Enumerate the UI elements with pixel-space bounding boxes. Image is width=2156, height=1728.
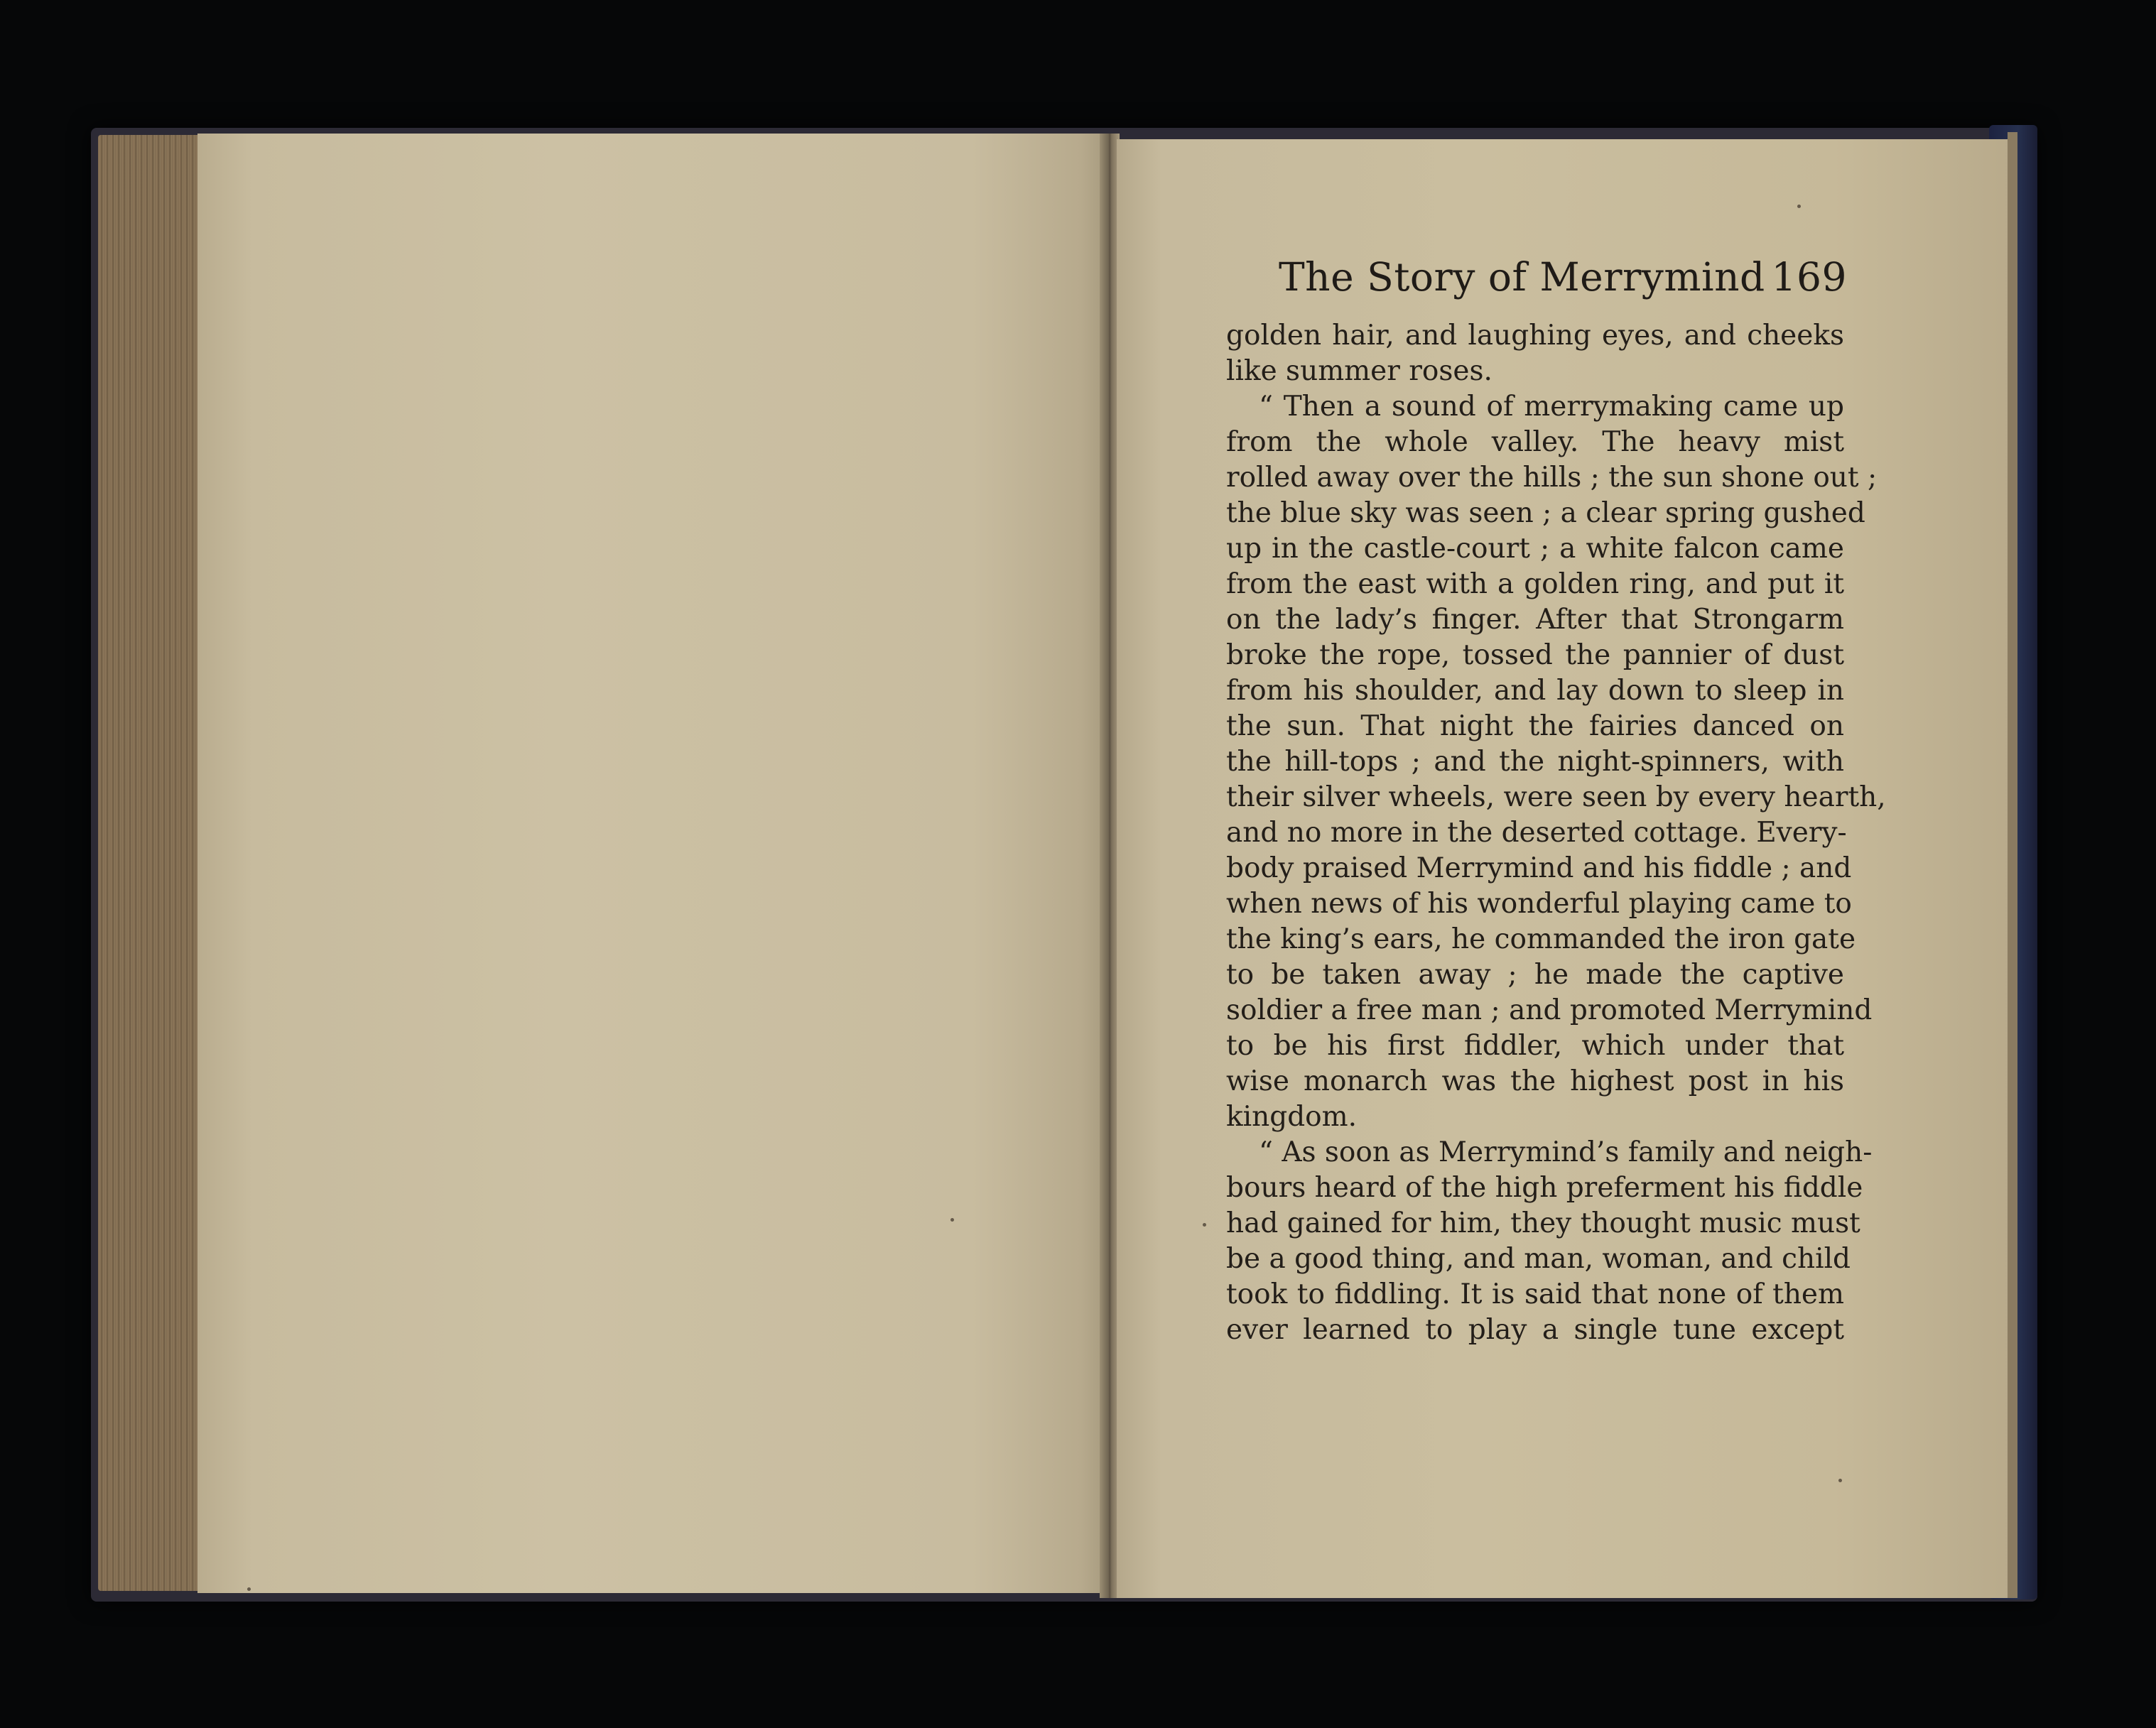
text-line: had gained for him, they thought music must <box>1226 1207 1860 1239</box>
text-line: and no more in the deserted cottage. Every- <box>1226 817 1847 849</box>
text-line: the sun. That night the fairies danced on <box>1226 710 1844 742</box>
text-line: the blue sky was seen ; a clear spring gushed <box>1226 497 1865 529</box>
text-line: rolled away over the hills ; the sun shone out ; <box>1226 462 1878 494</box>
left-page-blank <box>197 134 1108 1593</box>
text-line: the king’s ears, he commanded the iron gate <box>1226 923 1856 955</box>
paper-speck <box>1838 1479 1842 1482</box>
text-line: on the lady’s finger. After that Strongarm <box>1226 604 1844 636</box>
text-line: “ Then a sound of merrymaking came up <box>1259 391 1844 423</box>
body-text <box>1226 318 1886 1348</box>
text-line: when news of his wonderful playing came to <box>1226 888 1852 920</box>
running-head-title: The Story of Merrymind <box>1279 254 1765 300</box>
text-line: from the whole valley. The heavy mist <box>1226 426 1844 458</box>
paper-speck <box>1203 1223 1206 1227</box>
paper-speck <box>950 1218 954 1222</box>
text-line: broke the rope, tossed the pannier of dust <box>1226 639 1844 671</box>
text-line: body praised Merrymind and his fiddle ; and <box>1226 852 1852 884</box>
page-stack-edge <box>98 135 205 1591</box>
text-line: wise monarch was the highest post in his <box>1226 1065 1844 1097</box>
text-line: took to fiddling. It is said that none of them <box>1226 1278 1844 1310</box>
text-line: from his shoulder, and lay down to sleep in <box>1226 675 1844 707</box>
text-line: golden hair, and laughing eyes, and cheeks <box>1226 320 1844 352</box>
text-line: to be taken away ; he made the captive <box>1226 959 1844 991</box>
page-number: 169 <box>1771 254 1847 300</box>
paper-speck <box>1797 205 1801 208</box>
text-line: like summer roses. <box>1226 355 1493 387</box>
text-line: from the east with a golden ring, and put it <box>1226 568 1844 600</box>
text-line: soldier a free man ; and promoted Merrymind <box>1226 994 1873 1026</box>
text-line: ever learned to play a single tune except <box>1226 1314 1844 1346</box>
text-line: “ As soon as Merrymind’s family and neigh- <box>1259 1136 1873 1168</box>
running-head <box>1279 254 1847 304</box>
text-line: kingdom. <box>1226 1101 1358 1133</box>
paper-speck <box>247 1587 251 1591</box>
text-line: be a good thing, and man, woman, and child <box>1226 1243 1851 1275</box>
text-line: their silver wheels, were seen by every hearth, <box>1226 781 1886 813</box>
text-line: to be his first fiddler, which under that <box>1226 1030 1844 1062</box>
text-line: the hill-tops ; and the night-spinners, with <box>1226 746 1844 778</box>
text-line: bours heard of the high preferment his fiddle <box>1226 1172 1863 1204</box>
right-page-edge <box>2008 132 2017 1598</box>
text-line: up in the castle-court ; a white falcon came <box>1226 533 1844 565</box>
